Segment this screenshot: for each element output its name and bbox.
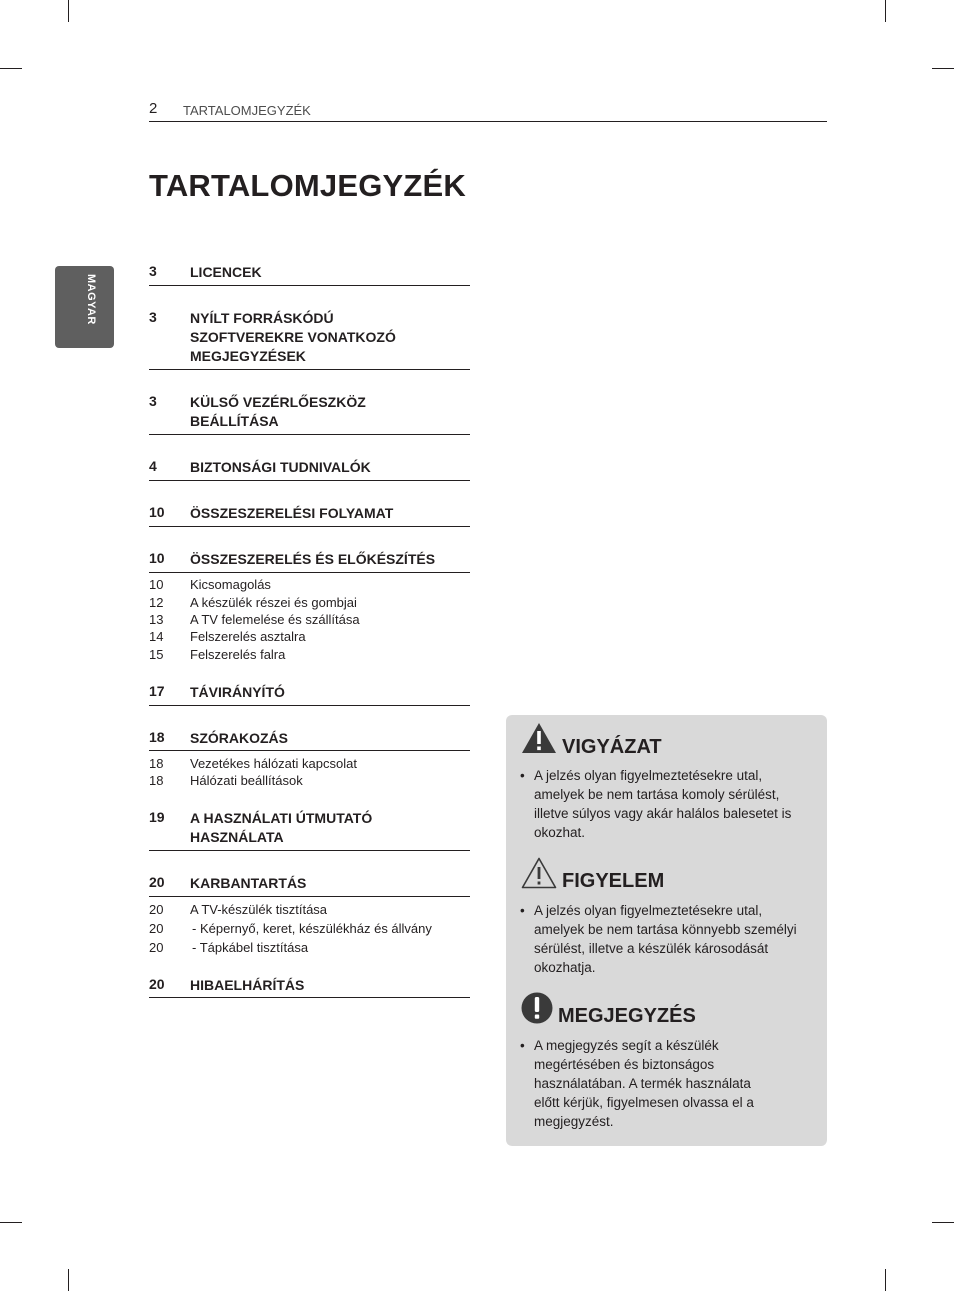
toc-subitem-title: - Képernyő, keret, készülékház és állvány <box>192 921 432 936</box>
toc-page: 10 <box>149 550 165 566</box>
toc-title: SZÓRAKOZÁS <box>190 730 288 746</box>
toc-page: 3 <box>149 393 157 409</box>
toc-subitem-page: 20 <box>149 921 164 936</box>
crop-mark <box>0 68 22 69</box>
toc-subitem[interactable] <box>149 756 470 774</box>
toc-subitem-title: A TV-készülék tisztítása <box>190 902 328 917</box>
page-header <box>149 100 827 122</box>
note-heading: MEGJEGYZÉS <box>558 1005 696 1027</box>
caution-heading: VIGYÁZAT <box>562 736 662 758</box>
toc-title: TÁVIRÁNYÍTÓ <box>190 684 285 700</box>
toc-subitem-page: 20 <box>149 902 164 917</box>
toc-section[interactable] <box>149 976 470 998</box>
attention-heading: FIGYELEM <box>562 870 665 892</box>
toc-page: 20 <box>149 976 165 992</box>
header-section-title: TARTALOMJEGYZÉK <box>183 103 311 118</box>
toc-subitem[interactable] <box>149 629 470 647</box>
toc-section[interactable] <box>149 504 470 527</box>
toc-title: ÖSSZESZERELÉSI FOLYAMAT <box>190 505 394 521</box>
crop-mark <box>885 0 886 22</box>
toc-title: BIZTONSÁGI TUDNIVALÓK <box>190 459 371 475</box>
toc-section[interactable] <box>149 809 470 851</box>
toc-subitem-page: 13 <box>149 612 164 627</box>
toc-title: ÖSSZESZERELÉS ÉS ELŐKÉSZÍTÉS <box>190 551 436 567</box>
toc-subitem-page: 18 <box>149 756 164 771</box>
crop-mark <box>0 1222 22 1223</box>
toc-page: 17 <box>149 683 165 699</box>
crop-mark <box>932 68 954 69</box>
toc-subitem-page: 12 <box>149 595 164 610</box>
toc-title: LICENCEK <box>190 264 262 280</box>
toc-page: 3 <box>149 263 157 279</box>
toc-title: A HASZNÁLATI ÚTMUTATÓ HASZNÁLATA <box>190 810 373 845</box>
toc-subitem-title: A TV felemelése és szállítása <box>190 612 360 627</box>
toc-subitem[interactable] <box>149 577 470 595</box>
toc-subitem-title: Vezetékes hálózati kapcsolat <box>190 756 357 771</box>
toc-section[interactable] <box>149 458 470 481</box>
language-label: MAGYAR <box>85 274 97 325</box>
toc-page: 20 <box>149 874 165 890</box>
toc-page: 10 <box>149 504 165 520</box>
warning-filled-icon <box>520 721 558 755</box>
toc-subitem-title: Felszerelés falra <box>190 647 286 662</box>
notes-box <box>506 715 827 1146</box>
toc-subitem-title: Kicsomagolás <box>190 577 271 592</box>
toc-subitem[interactable] <box>149 921 470 939</box>
toc-page: 18 <box>149 729 165 745</box>
toc-section[interactable] <box>149 729 470 751</box>
page-number: 2 <box>149 100 158 117</box>
toc-section[interactable] <box>149 309 470 370</box>
toc-subitem[interactable] <box>149 773 470 791</box>
crop-mark <box>885 1269 886 1291</box>
crop-mark <box>68 1269 69 1291</box>
toc-title: KARBANTARTÁS <box>190 875 307 891</box>
toc-subitem[interactable] <box>149 612 470 630</box>
toc-section[interactable] <box>149 683 470 706</box>
toc-section[interactable] <box>149 393 470 435</box>
toc-subitem[interactable] <box>149 902 470 920</box>
toc-subitem-page: 14 <box>149 629 164 644</box>
toc-subitem[interactable] <box>149 595 470 613</box>
language-tab <box>55 266 114 348</box>
crop-mark <box>932 1222 954 1223</box>
toc-section[interactable] <box>149 874 470 897</box>
toc-page: 3 <box>149 309 157 325</box>
caution-text: A jelzés olyan figyelmeztetésekre utal, amelyek be nem tartása komoly sérülést, illetve súlyos vagy akár halálos balesetet is okozhat. <box>534 768 792 840</box>
toc-subitem-title: Felszerelés asztalra <box>190 629 306 644</box>
toc-subitem-title: - Tápkábel tisztítása <box>192 940 309 955</box>
toc-subitem[interactable] <box>149 940 470 958</box>
toc-section[interactable] <box>149 550 470 573</box>
note-text: A megjegyzés segít a készülék megértésében és biztonságos használatában. A termék használata előtt kérjük, figyelmesen olvassa el a megjegyzést. <box>534 1038 754 1129</box>
crop-mark <box>68 0 69 22</box>
bullet: • <box>520 903 525 918</box>
toc-title: HIBAELHÁRÍTÁS <box>190 977 305 993</box>
toc-subitem-page: 10 <box>149 577 164 592</box>
toc-title: NYÍLT FORRÁSKÓDÚ SZOFTVEREKRE VONATKOZÓ MEGJEGYZÉSEK <box>190 310 396 364</box>
toc-section[interactable] <box>149 263 470 286</box>
toc-subitem[interactable] <box>149 647 470 665</box>
bullet: • <box>520 1038 525 1053</box>
exclamation-circle-icon <box>521 992 553 1024</box>
toc-subitem-title: Hálózati beállítások <box>190 773 303 788</box>
toc-title: KÜLSŐ VEZÉRLŐESZKÖZ BEÁLLÍTÁSA <box>190 394 366 429</box>
toc-page: 4 <box>149 458 157 474</box>
toc-subitem-title: A készülék részei és gombjai <box>190 595 357 610</box>
bullet: • <box>520 768 525 783</box>
warning-outline-icon <box>520 856 558 890</box>
toc-subitem-page: 15 <box>149 647 164 662</box>
toc-subitem-page: 20 <box>149 940 164 955</box>
attention-text: A jelzés olyan figyelmeztetésekre utal, amelyek be nem tartása könnyebb személyi sérülést, illetve a készülék károsodását okozhatja. <box>534 903 797 975</box>
toc-subitem-page: 18 <box>149 773 164 788</box>
toc-page: 19 <box>149 809 165 825</box>
page-title: TARTALOMJEGYZÉK <box>149 168 467 203</box>
